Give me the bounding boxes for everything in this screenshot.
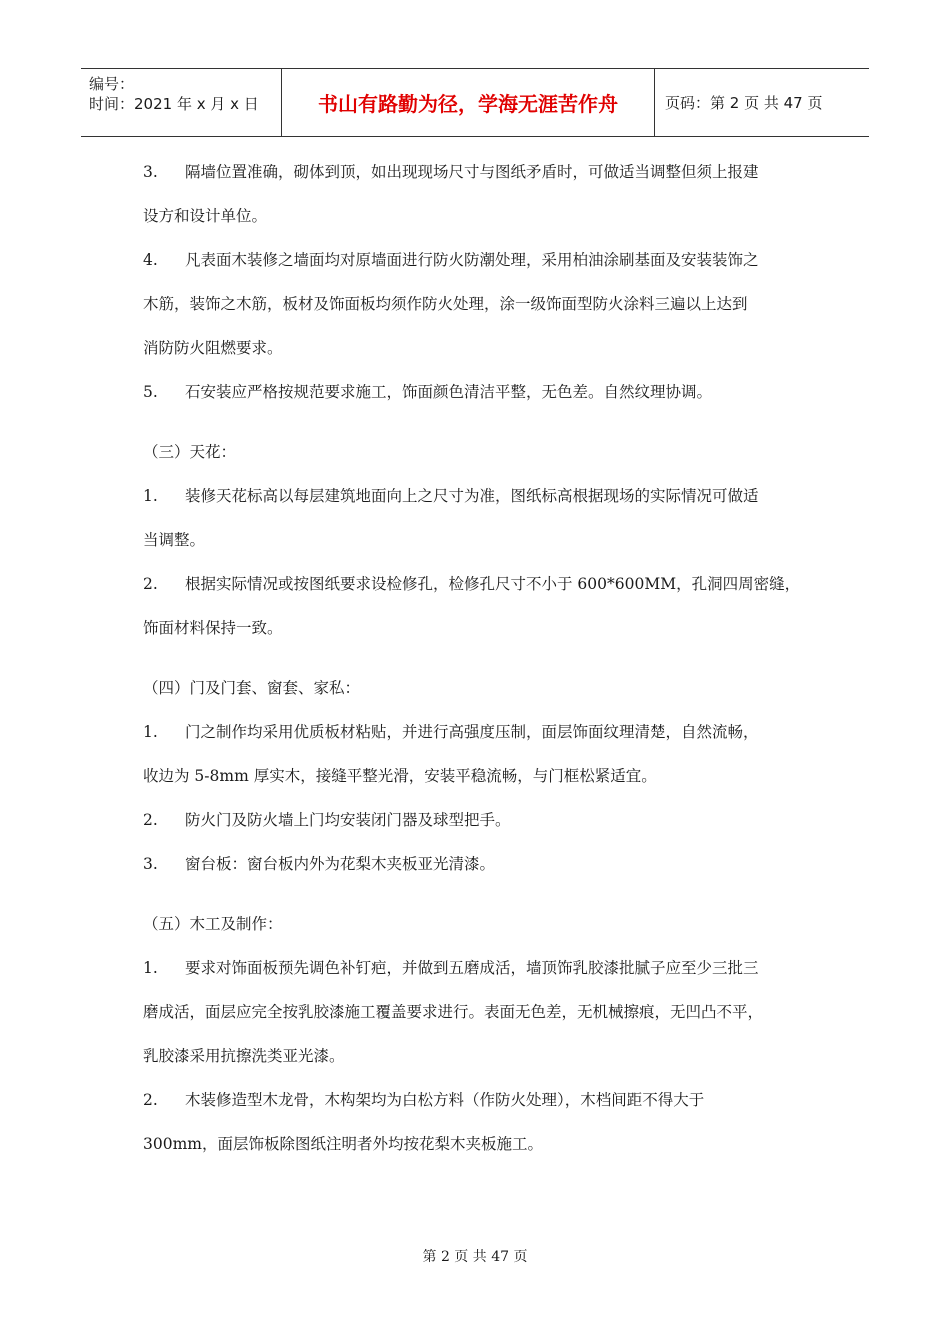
paragraph	[143, 798, 823, 842]
item-number: 3.	[143, 163, 158, 181]
item-number: 1.	[143, 959, 158, 977]
paragraph-continuation: 设方和设计单位。	[143, 207, 268, 225]
paragraph	[143, 474, 823, 518]
paragraph-continuation: 300mm，面层饰板除图纸注明者外均按花梨木夹板施工。	[143, 1135, 543, 1153]
item-number: 2.	[143, 1091, 158, 1109]
header-meta	[81, 69, 281, 136]
section-heading: （三）天花：	[143, 443, 237, 461]
paragraph-text: 隔墙位置准确，砌体到顶，如出现现场尺寸与图纸矛盾时，可做适当调整但须上报建	[185, 163, 759, 181]
section-heading: （四）门及门套、窗套、家私：	[143, 679, 361, 697]
document-body	[143, 150, 823, 1166]
paragraph	[143, 562, 823, 606]
paragraph-continuation: 消防防火阻燃要求。	[143, 339, 283, 357]
header-motto: 书山有路勤为径，学海无涯苦作舟	[281, 69, 655, 136]
item-number: 2.	[143, 575, 158, 593]
paragraph-continuation: 磨成活，面层应完全按乳胶漆施工覆盖要求进行。表面无色差，无机械擦痕，无凹凸不平，	[143, 1003, 764, 1021]
paragraph-text: 要求对饰面板预先调色补钉疤，并做到五磨成活，墙顶饰乳胶漆批腻子应至少三批三	[185, 959, 759, 977]
paragraph-continuation: 乳胶漆采用抗擦洗类亚光漆。	[143, 1047, 345, 1065]
page-header	[81, 68, 869, 137]
paragraph-continuation: 木筋，装饰之木筋，板材及饰面板均须作防火处理，涂一级饰面型防火涂料三遍以上达到	[143, 295, 748, 313]
paragraph-text: 门之制作均采用优质板材粘贴，并进行高强度压制，面层饰面纹理清楚，自然流畅，	[185, 723, 759, 741]
paragraph-text: 窗台板：窗台板内外为花梨木夹板亚光清漆。	[185, 855, 496, 873]
paragraph-continuation: 收边为 5-8mm 厚实木，接缝平整光滑，安装平稳流畅，与门框松紧适宜。	[143, 767, 657, 785]
item-number: 1.	[143, 487, 158, 505]
paragraph	[143, 150, 823, 194]
paragraph-text: 凡表面木装修之墙面均对原墙面进行防火防潮处理，采用柏油涂刷基面及安装装饰之	[185, 251, 759, 269]
item-number: 1.	[143, 723, 158, 741]
paragraph-text: 装修天花标高以每层建筑地面向上之尺寸为准，图纸标高根据现场的实际情况可做适	[185, 487, 759, 505]
item-number: 5.	[143, 383, 158, 401]
page-footer: 第 2 页 共 47 页	[422, 1249, 528, 1265]
paragraph	[143, 710, 823, 754]
paragraph-text: 木装修造型木龙骨，木构架均为白松方料（作防火处理），木档间距不得大于	[185, 1091, 705, 1109]
paragraph-text: 防火门及防火墙上门均安装闭门器及球型把手。	[185, 811, 511, 829]
item-number: 3.	[143, 855, 158, 873]
paragraph-text: 石安装应严格按规范要求施工，饰面颜色清洁平整，无色差。自然纹理协调。	[185, 383, 713, 401]
time-label: 时间：2021 年 x 月 x 日	[89, 95, 259, 113]
code-label: 编号：	[89, 75, 135, 93]
paragraph	[143, 842, 823, 886]
item-number: 4.	[143, 251, 158, 269]
paragraph	[143, 1078, 823, 1122]
header-page-info: 页码：第 2 页 共 47 页	[665, 94, 823, 112]
paragraph-text: 根据实际情况或按图纸要求设检修孔，检修孔尺寸不小于 600*600MM，孔洞四周密缝，	[185, 575, 801, 593]
paragraph	[143, 370, 823, 414]
section-heading: （五）木工及制作：	[143, 915, 283, 933]
paragraph-continuation: 当调整。	[143, 531, 206, 549]
paragraph	[143, 946, 823, 990]
item-number: 2.	[143, 811, 158, 829]
paragraph	[143, 238, 823, 282]
paragraph-continuation: 饰面材料保持一致。	[143, 619, 283, 637]
